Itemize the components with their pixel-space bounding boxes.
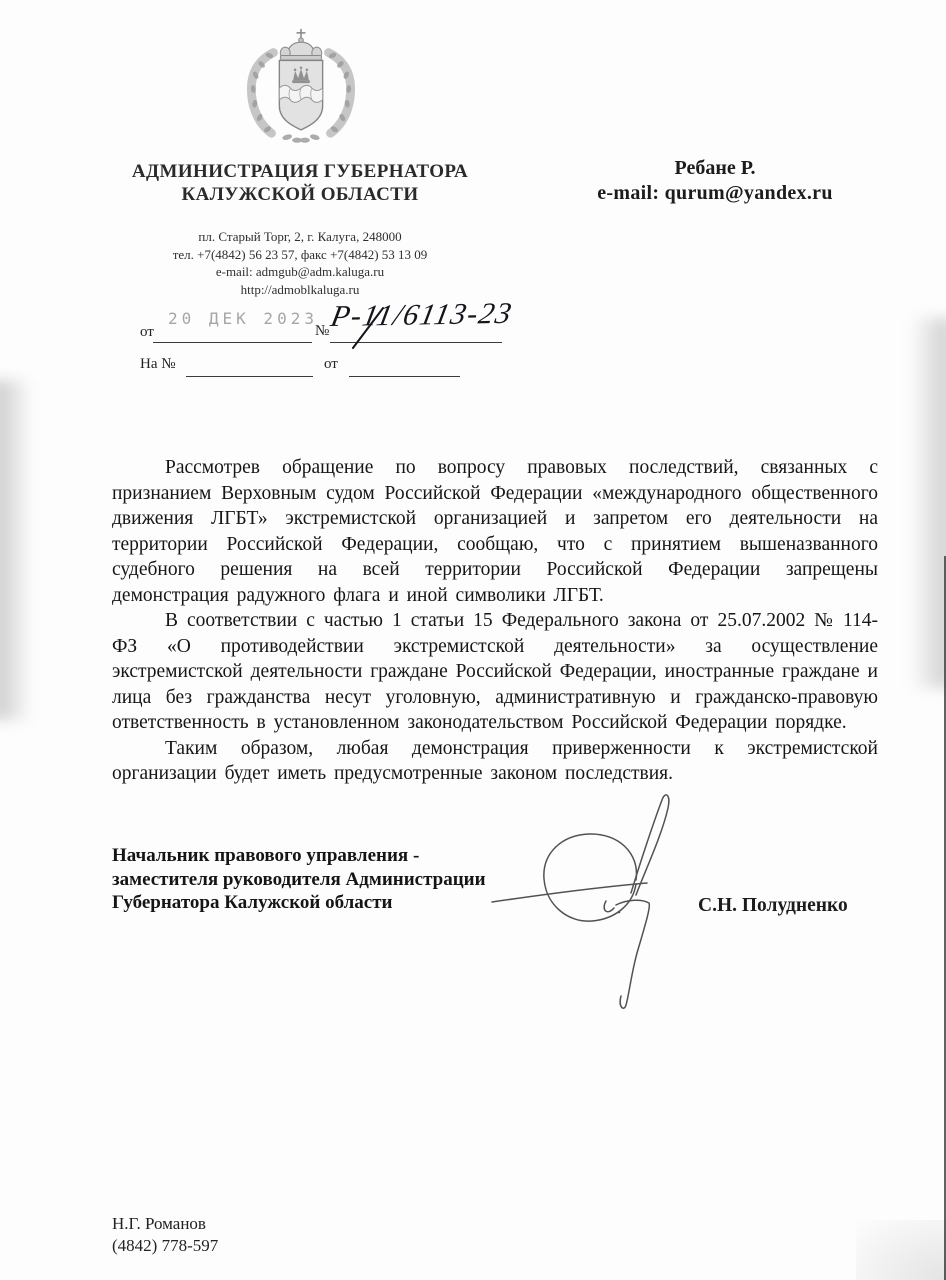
outgoing-number-handwritten: Р-11/6113-23 [328, 296, 516, 334]
address-website: http://admoblkaluga.ru [240, 281, 360, 297]
executor-name: Н.Г. Романов [112, 1214, 206, 1233]
signer-name: С.Н. Полудненко [698, 895, 848, 916]
executor-block [112, 1213, 218, 1257]
signature-title-line3: Губернатора Калужской области [112, 892, 393, 913]
scan-shadow-corner [856, 1220, 946, 1280]
kaluga-coat-of-arms-icon [238, 24, 364, 150]
scan-shadow-right [910, 318, 946, 688]
signature-title-line1: Начальник правового управления - [112, 845, 420, 866]
recipient-block [545, 156, 885, 206]
reply-number-underline [186, 376, 313, 377]
recipient-name: Ребане Р. [674, 157, 756, 179]
body-paragraph: В соответствии с частью 1 статьи 15 Федерального закона от 25.07.2002 № 114-ФЗ «О противодействии экстремистской деятельности» за осуществление экстремистской деятельности граждане Российской Федерации, иностранные граждане и лица без гражданства несут уголовную, административную и гражданско-правовую ответственность в установленном законодательством Российской Федерации порядке. [112, 610, 878, 733]
body-paragraph: Рассмотрев обращение по вопросу правовых последствий, связанных с признанием Верховным судом Российской Федерации «международного общественного движения ЛГБТ» экстремистской организацией и запретом его деятельности на территории Российской Федерации, сообщаю, что с принятием вышеназванного судебного решения на всей территории Российской Федерации запрещены демонстрация радужного флага и иной символики ЛГБТ. [112, 457, 878, 606]
recipient-email: e-mail: qurum@yandex.ru [597, 182, 833, 204]
number-label: № [315, 323, 330, 339]
date-stamp: 20 ДЕК 2023 [168, 309, 318, 328]
reply-from-label: от [324, 356, 338, 372]
date-from-label: от [140, 324, 154, 340]
org-name-line2: КАЛУЖСКОЙ ОБЛАСТИ [181, 184, 419, 205]
scan-shadow-left [0, 380, 32, 720]
reply-to-label: На № [140, 356, 176, 372]
letterhead-org-name [95, 160, 505, 206]
executor-phone: (4842) 778-597 [112, 1236, 219, 1255]
signature-title-line2: заместителя руководителя Администрации [112, 868, 486, 890]
letterhead-address [95, 228, 505, 298]
letter-body [112, 455, 878, 787]
address-email: e-mail: admgub@adm.kaluga.ru [215, 264, 385, 279]
date-underline [153, 342, 312, 343]
address-phone-fax: тел. +7(4842) 56 23 57, факс +7(4842) 53 13 09 [172, 246, 428, 262]
reply-date-underline [349, 376, 460, 377]
address-street: пл. Старый Торг, 2, г. Калуга, 248000 [198, 229, 402, 244]
org-name-line1: АДМИНИСТРАЦИЯ ГУБЕРНАТОРА [131, 161, 469, 182]
body-paragraph: Таким образом, любая демонстрация приверженности к экстремистской организации будет иметь предусмотренные законом последствия. [112, 737, 878, 784]
